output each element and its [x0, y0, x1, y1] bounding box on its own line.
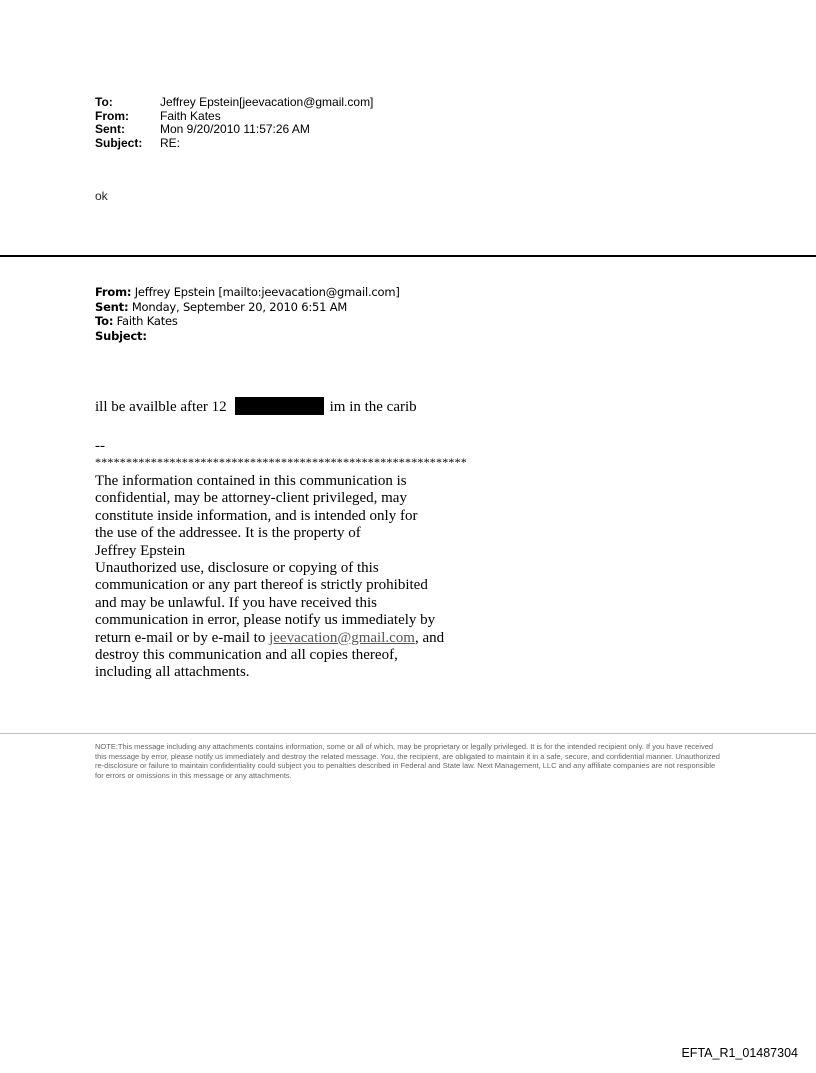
disclaimer-line: the use of the addressee. It is the property of: [95, 525, 361, 542]
header-sent-row: [95, 123, 373, 137]
disclaimer-text: return e-mail or by e-mail to: [95, 629, 270, 646]
fwd-from-value: Jeffrey Epstein [mailto:jeevacation@gmail.com]: [131, 285, 400, 299]
disclaimer-text: , and: [414, 629, 445, 646]
disclaimer-line: constitute inside information, and is intended only for: [95, 507, 418, 524]
disclaimer-line: including all attachments.: [95, 664, 250, 681]
disclaimer-line: confidential, may be attorney-client privileged, may: [95, 490, 407, 507]
disclaimer-line: communication or any part thereof is strictly prohibited: [95, 577, 428, 594]
thread-divider: [0, 255, 816, 257]
header-from-row: [95, 110, 373, 124]
fwd-to-value: Faith Kates: [113, 314, 178, 328]
message-before-redaction: ill be availble after 12: [95, 399, 227, 415]
legal-note: NOTE:This message including any attachments contains information, some or all of which, may be proprietary or legally privileged. It is for the intended recipient only. If you have received this message by error, please notify us immediately and destroy the related message. You, the recipient, are obligated to maintain it in a safe, secure, and confidential manner. Unauthorized re-disclosure or failure to maintain confidentiality could subject you to penalties described in Federal and State law. Next Management, LLC and any affiliate companies are not responsible for errors or omissions in this message or any attachments.: [95, 742, 720, 780]
confidentiality-disclaimer: [95, 473, 495, 682]
message-after-redaction: im in the carib: [329, 399, 417, 415]
subject-label: Subject:: [95, 135, 143, 150]
subject-value: RE:: [160, 135, 181, 150]
sent-value: Mon 9/20/2010 11:57:26 AM: [160, 122, 310, 136]
to-label: To:: [95, 95, 113, 109]
disclaimer-line: destroy this communication and all copies thereof,: [95, 647, 398, 664]
forwarded-header: [95, 285, 400, 343]
asterisk-separator: ************************************************************: [95, 455, 467, 469]
fwd-sent-row: [95, 300, 400, 315]
from-label: From:: [95, 108, 129, 123]
fwd-from-label: From:: [95, 285, 132, 299]
from-value: Faith Kates: [160, 108, 221, 123]
message-line: [95, 397, 417, 416]
disclaimer-line: Jeffrey Epstein: [95, 542, 186, 559]
fwd-to-row: [95, 314, 400, 329]
disclaimer-line-with-link: [95, 630, 495, 647]
fwd-sent-value: Monday, September 20, 2010 6:51 AM: [128, 299, 348, 314]
header-subject-row: [95, 137, 373, 151]
footer-divider: [0, 733, 816, 734]
reply-body: ok: [95, 189, 108, 203]
signature-dash: --: [95, 438, 105, 454]
email-header: [95, 96, 373, 150]
redaction-box: [235, 397, 324, 415]
disclaimer-line: communication in error, please notify us immediately by: [95, 612, 436, 629]
fwd-subject-label: Subject:: [95, 328, 147, 343]
disclaimer-line: and may be unlawful. If you have received this: [95, 594, 377, 611]
fwd-from-row: [95, 285, 400, 300]
disclaimer-line: The information contained in this communication is: [95, 473, 407, 489]
fwd-subject-row: [95, 329, 400, 344]
fwd-to-label: To:: [95, 314, 114, 328]
bates-number: EFTA_R1_01487304: [681, 1046, 798, 1060]
fwd-sent-label: Sent:: [95, 299, 129, 314]
email-link[interactable]: jeevacation@gmail.com: [269, 629, 415, 646]
to-value: Jeffrey Epstein[jeevacation@gmail.com]: [160, 95, 374, 109]
disclaimer-line: Unauthorized use, disclosure or copying of this: [95, 560, 379, 577]
header-to-row: [95, 96, 373, 110]
sent-label: Sent:: [95, 122, 125, 136]
